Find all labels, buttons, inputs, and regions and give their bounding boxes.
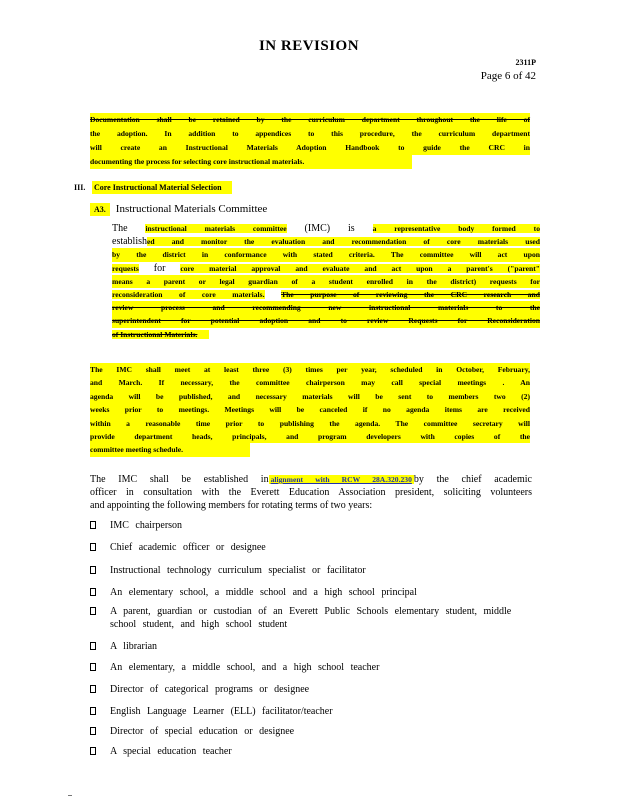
list-item	[90, 564, 530, 577]
list-item	[90, 683, 530, 696]
paragraph-line: review process and recommending new instructional materials to the	[112, 301, 540, 314]
list-item	[90, 605, 530, 631]
paragraph-line: committee meeting schedule.	[90, 443, 250, 456]
list-item-text: Director of categorical programs or designee	[110, 684, 310, 695]
checkbox-square-icon	[90, 747, 96, 755]
list-item	[90, 705, 530, 718]
checkbox-square-icon	[90, 543, 96, 551]
checkbox-square-icon	[90, 566, 96, 574]
text-run: requests	[112, 263, 139, 273]
paragraph-line: by the district in conformance with stated criteria. The committee will act upon	[112, 248, 540, 261]
checkbox-square-icon	[90, 727, 96, 735]
paragraph-line: and March. If necessary, the committee chairperson may call special meetings . An	[90, 376, 530, 389]
rcw-link[interactable]: alignment with RCW 28A.320.230	[270, 475, 412, 484]
checkbox-square-icon	[90, 642, 96, 650]
checkbox-square-icon	[90, 685, 96, 693]
text-run: core material approval and evaluate and act upon a parent's ("parent"	[180, 263, 540, 273]
page-number: Page 6 of 42	[480, 70, 536, 82]
list-item-text: A librarian	[110, 641, 158, 652]
list-item	[90, 586, 530, 599]
establishment-paragraph	[90, 473, 532, 512]
checkbox-square-icon	[90, 607, 96, 615]
list-item-text: Director of special education or designee	[110, 726, 295, 737]
meeting-schedule-paragraph	[90, 363, 530, 457]
text-run: reconsideration of core materials.	[112, 290, 265, 300]
documentation-paragraph	[90, 113, 530, 169]
list-item-text: Instructional technology curriculum specialist or facilitator	[110, 565, 366, 576]
list-item	[90, 519, 530, 532]
list-item-text: An elementary school, a middle school and a high school principal	[110, 587, 417, 598]
text-run: The	[112, 223, 128, 234]
page-title: IN REVISION	[258, 38, 360, 54]
list-item	[90, 541, 530, 554]
checkbox-square-icon	[90, 588, 96, 596]
list-item	[90, 745, 530, 758]
subsection-number: A3.	[90, 203, 110, 216]
text-run: for	[153, 262, 166, 274]
paragraph-line: and appointing the following members for rotating terms of two years:	[90, 500, 373, 511]
section-heading	[74, 183, 232, 192]
list-item	[90, 725, 530, 738]
list-item	[90, 661, 530, 674]
text-run: is	[348, 223, 355, 234]
text-run: (IMC)	[304, 223, 331, 234]
text-run: establish	[112, 236, 147, 248]
text-run: a representative body formed to	[372, 224, 540, 233]
paragraph-line: Documentation shall be retained by the curriculum department throughout the life of	[90, 113, 530, 127]
list-item-text: IMC chairperson	[110, 520, 183, 531]
text-run: instructional materials committee	[145, 224, 287, 233]
paragraph-line: will create an Instructional Materials Adoption Handbook to guide the CRC in	[90, 141, 530, 155]
text-run: The purpose of reviewing the CRC research and	[281, 290, 540, 300]
paragraph-line: weeks prior to meetings. Meetings will be canceled if no agenda items are received	[90, 403, 530, 416]
paragraph-line: means a parent or legal guardian of a student enrolled in the district) requests for	[112, 275, 540, 288]
paragraph-line: officer in consultation with the Everett Education Association president, soliciting volunteers	[90, 487, 532, 498]
text-run: The IMC shall be established in	[90, 474, 269, 485]
text-run: ed and monitor the evaluation and recommendation of core materials used	[147, 237, 540, 247]
paragraph-line: The IMC shall meet at least three (3) times per year, scheduled in October, February,	[90, 363, 530, 376]
subsection-title: Instructional Materials Committee	[115, 203, 268, 215]
paragraph-line: provide department heads, principals, and program developers with copies of the	[90, 430, 530, 443]
paragraph-line: documenting the process for selecting core instructional materials.	[90, 155, 412, 169]
list-item-text: An elementary, a middle school, and a high school teacher	[110, 662, 380, 673]
checkbox-square-icon	[90, 707, 96, 715]
text-run: by the chief academic	[413, 474, 532, 485]
list-item-text: Chief academic officer or designee	[110, 542, 266, 553]
doc-number: 2311P	[515, 58, 536, 67]
paragraph-line: superintendent for potential adoption and to review Requests for Reconsideration	[112, 314, 540, 327]
text-run: of Instructional Materials.	[112, 330, 209, 339]
list-item-text: English Language Learner (ELL) facilitator/teacher	[110, 706, 333, 717]
list-item-text: A parent, guardian or custodian of an Everett Public Schools elementary student, middle school student, and high school student	[110, 606, 512, 630]
list-item-text: A special education teacher	[110, 746, 232, 757]
subsection-heading	[90, 203, 267, 215]
checkbox-square-icon	[90, 663, 96, 671]
section-title: Core Instructional Material Selection	[92, 181, 232, 194]
paragraph-line: the adoption. In addition to appendices to this procedure, the curriculum department	[90, 127, 530, 141]
checkbox-square-icon	[90, 521, 96, 529]
paragraph-line: within a reasonable time prior to publishing the agenda. The committee secretary will	[90, 417, 530, 430]
page-mark	[68, 795, 72, 796]
section-number: III.	[74, 183, 86, 192]
list-item	[90, 640, 530, 653]
paragraph-line: agenda will be published, and necessary materials will be sent to members two (2)	[90, 390, 530, 403]
imc-definition-paragraph	[112, 222, 540, 341]
